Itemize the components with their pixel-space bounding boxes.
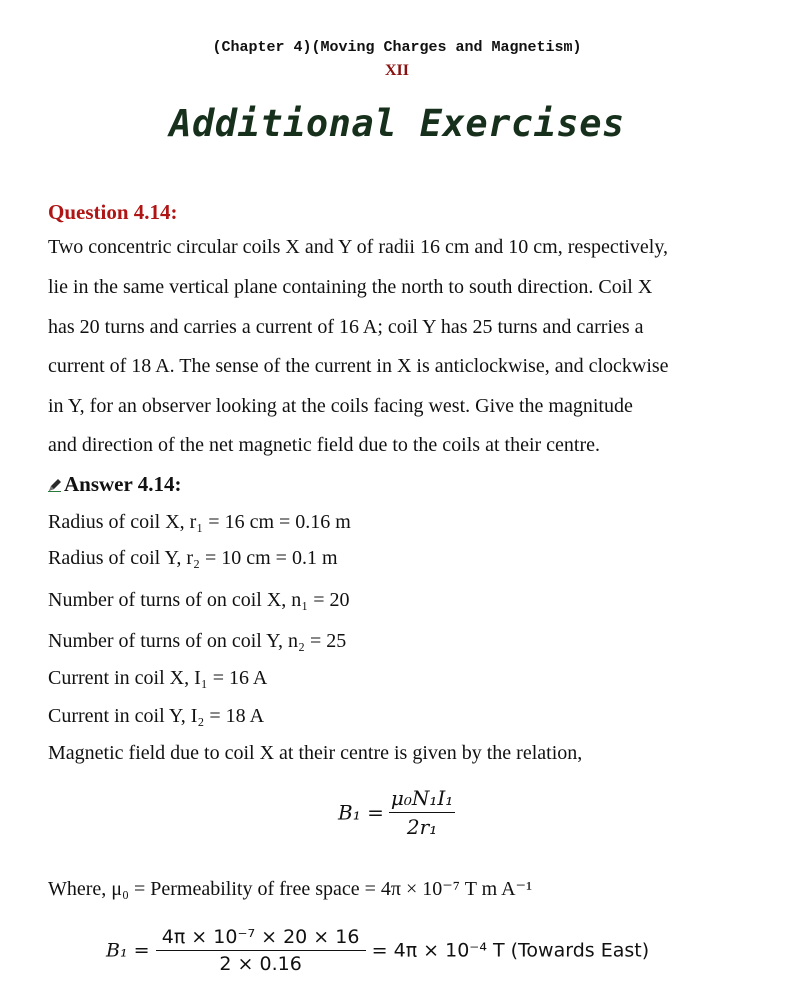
formula-numerator: μ₀N₁I₁ — [389, 786, 455, 813]
answer-line: Number of turns of on coil X, n₁ = 20 — [48, 589, 350, 611]
page-title: Additional Exercises — [169, 102, 625, 145]
question-line: in Y, for an observer looking at the coils facing west. Give the magnitude — [48, 395, 633, 417]
answer-line: Current in coil Y, I₂ = 18 A — [48, 705, 265, 727]
answer-line: Number of turns of on coil Y, n₂ = 25 — [48, 630, 347, 652]
calc-lhs: B₁ = — [106, 939, 150, 962]
formula-calculation — [106, 926, 649, 975]
formula-denominator: 2r₁ — [406, 815, 438, 839]
pen-icon — [48, 473, 62, 487]
class-label: XII — [384, 62, 409, 79]
calc-denominator: 2 × 0.16 — [219, 953, 302, 975]
answer-line: Current in coil X, I₁ = 16 A — [48, 667, 268, 689]
calc-fraction — [156, 926, 366, 975]
answer-heading-row — [48, 472, 181, 497]
question-line: lie in the same vertical plane containing the north to south direction. Coil X — [48, 276, 653, 298]
calc-numerator: 4π × 10⁻⁷ × 20 × 16 — [156, 926, 366, 951]
where-line: Where, μ₀ = Permeability of free space = 4π × 10⁻⁷ T m A⁻¹ — [48, 878, 533, 900]
question-line: Two concentric circular coils X and Y of radii 16 cm and 10 cm, respectively, — [48, 236, 669, 258]
chapter-header: (Chapter 4)(Moving Charges and Magnetism) — [212, 39, 582, 56]
question-heading: Question 4.14: — [48, 200, 178, 224]
question-line: has 20 turns and carries a current of 16 A; coil Y has 25 turns and carries a — [48, 316, 644, 338]
answer-line: Radius of coil X, r₁ = 16 cm = 0.16 m — [48, 511, 351, 533]
calc-result: = 4π × 10⁻⁴ T (Towards East) — [371, 939, 650, 962]
formula-lhs: B₁ = — [338, 800, 384, 825]
question-line: current of 18 A. The sense of the current in X is anticlockwise, and clockwise — [48, 355, 669, 377]
answer-line: Magnetic field due to coil X at their centre is given by the relation, — [48, 742, 583, 764]
formula-fraction — [389, 786, 455, 839]
formula-field-coil-x — [338, 786, 455, 839]
answer-line: Radius of coil Y, r₂ = 10 cm = 0.1 m — [48, 547, 338, 569]
question-line: and direction of the net magnetic field due to the coils at their centre. — [48, 434, 601, 456]
answer-heading: Answer 4.14: — [64, 472, 182, 496]
